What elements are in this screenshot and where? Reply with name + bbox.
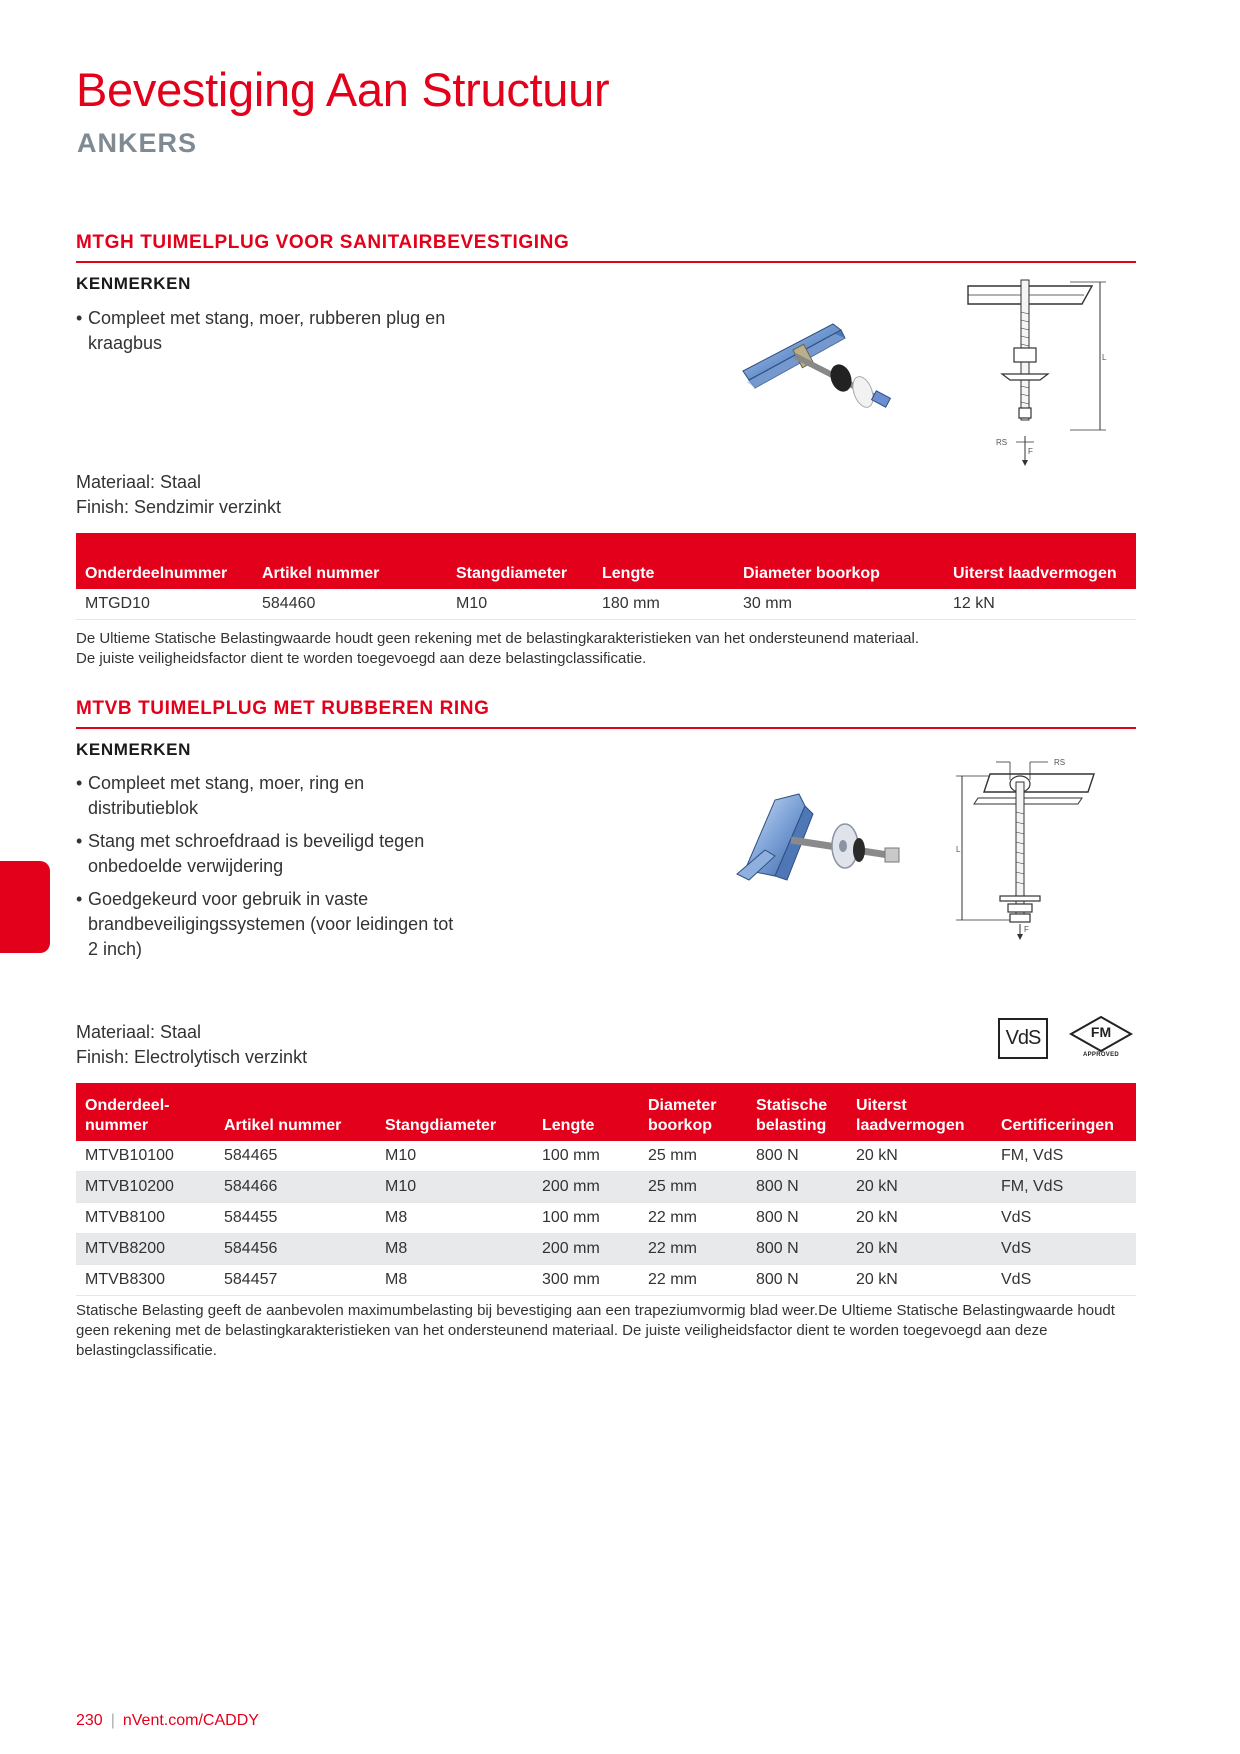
section2-title: MTVB TUIMELPLUG MET RUBBEREN RING <box>76 698 490 719</box>
footer <box>76 1712 259 1730</box>
table-row <box>76 1203 1136 1234</box>
feature-item: • Compleet met stang, moer, ring en distributieblok <box>76 771 456 821</box>
feature-item: • Goedgekeurd voor gebruik in vaste brandbeveiligingssystemen (voor leidingen tot 2 inch) <box>76 887 456 962</box>
table-cell: MTVB8100 <box>76 1203 215 1234</box>
table-header: Diameter boorkop <box>734 533 944 589</box>
section1-note <box>76 629 1136 669</box>
table-cell: 800 N <box>747 1141 847 1172</box>
table-row <box>76 589 1136 620</box>
section1-feature-list <box>76 306 446 364</box>
table-cell: MTVB10200 <box>76 1172 215 1203</box>
table-cell: MTGD10 <box>76 589 253 620</box>
page-number: 230 <box>76 1712 103 1729</box>
table-cell: FM, VdS <box>992 1172 1136 1203</box>
table-header: Certificeringen <box>992 1083 1136 1141</box>
section1-rule <box>76 261 1136 263</box>
table-cell: 584456 <box>215 1234 376 1265</box>
table-cell: M10 <box>376 1172 533 1203</box>
section1-spec-table <box>76 533 1136 620</box>
table-cell: M8 <box>376 1265 533 1296</box>
table-cell: 800 N <box>747 1172 847 1203</box>
table-cell: 22 mm <box>639 1203 747 1234</box>
table-cell: 20 kN <box>847 1203 992 1234</box>
mtgh-technical-diagram <box>960 278 1120 478</box>
footer-site-link[interactable]: nVent.com/CADDY <box>122 1712 259 1729</box>
table-row <box>76 1234 1136 1265</box>
section1-note-line2: De juiste veiligheidsfactor dient te worden toegevoegd aan deze belastingclassificatie. <box>76 650 647 667</box>
table-cell: 200 mm <box>533 1172 639 1203</box>
table-cell: M8 <box>376 1234 533 1265</box>
table-cell: 584466 <box>215 1172 376 1203</box>
fm-logo-subtext: APPROVED <box>1082 1052 1120 1058</box>
fm-logo-text: FM <box>1090 1024 1112 1040</box>
table-cell: VdS <box>992 1234 1136 1265</box>
diagram-length-label: L <box>956 845 961 854</box>
table-cell: MTVB8300 <box>76 1265 215 1296</box>
page-subtitle: ANKERS <box>77 128 198 158</box>
table-cell: 584455 <box>215 1203 376 1234</box>
table-header: Artikel nummer <box>253 533 447 589</box>
table-cell: MTVB10100 <box>76 1141 215 1172</box>
diagram-rs-label: RS <box>996 438 1008 447</box>
table-row <box>76 1141 1136 1172</box>
table-cell: 20 kN <box>847 1141 992 1172</box>
table-header: Diameter boorkop <box>639 1083 747 1141</box>
table-header: Stangdiameter <box>376 1083 533 1141</box>
table-cell: 180 mm <box>593 589 734 620</box>
feature-item: • Stang met schroefdraad is beveiligd tegen onbedoelde verwijdering <box>76 829 456 879</box>
table-cell: 20 kN <box>847 1234 992 1265</box>
table-cell: 800 N <box>747 1203 847 1234</box>
table-row <box>76 1172 1136 1203</box>
table-header: Lengte <box>533 1083 639 1141</box>
mtgh-product-image <box>735 316 910 426</box>
footer-separator: | <box>110 1712 115 1729</box>
diagram-force-label: F <box>1024 925 1029 934</box>
section1-features-heading: KENMERKEN <box>76 274 191 293</box>
table-cell: 300 mm <box>533 1265 639 1296</box>
section2-rule <box>76 727 1136 729</box>
table-cell: 20 kN <box>847 1265 992 1296</box>
table-cell: MTVB8200 <box>76 1234 215 1265</box>
table-cell: 12 kN <box>944 589 1136 620</box>
section2-material: Materiaal: Staal <box>76 1022 202 1042</box>
section2-features-heading: KENMERKEN <box>76 740 191 759</box>
table-cell: 584460 <box>253 589 447 620</box>
table-cell: M10 <box>447 589 593 620</box>
table-cell: 584465 <box>215 1141 376 1172</box>
diagram-force-label: F <box>1028 447 1033 456</box>
table-header: Onderdeel- nummer <box>76 1083 215 1141</box>
page-title: Bevestiging Aan Structuur <box>76 63 610 116</box>
diagram-length-label: L <box>1102 353 1107 362</box>
table-cell: M10 <box>376 1141 533 1172</box>
vds-logo: VdS <box>998 1018 1048 1059</box>
section2-note: Statische Belasting geeft de aanbevolen maximumbelasting bij bevestiging aan een trapeziumvormig blad weer.De Ultieme Statische Belastingwaarde houdt geen rekening met de belastingkarakteristieken van het ondersteunend materiaal. De juiste veiligheidsfactor dient te worden toegevoegd aan deze belastingclassificatie. <box>76 1302 1115 1359</box>
section1-finish: Finish: Sendzimir verzinkt <box>76 497 282 517</box>
table-cell: 584457 <box>215 1265 376 1296</box>
table-cell: 25 mm <box>639 1172 747 1203</box>
mtvb-product-image <box>735 790 910 890</box>
table-cell: VdS <box>992 1203 1136 1234</box>
table-cell: 100 mm <box>533 1203 639 1234</box>
table-cell: 22 mm <box>639 1265 747 1296</box>
table-cell: FM, VdS <box>992 1141 1136 1172</box>
table-cell: 100 mm <box>533 1141 639 1172</box>
fm-approved-logo <box>1068 1014 1134 1060</box>
section2-spec-table <box>76 1083 1136 1296</box>
side-tab-marker <box>0 861 50 953</box>
section2-feature-list <box>76 771 456 970</box>
section1-title: MTGH TUIMELPLUG VOOR SANITAIRBEVESTIGING <box>76 232 570 253</box>
table-cell: 30 mm <box>734 589 944 620</box>
table-header: Statische belasting <box>747 1083 847 1141</box>
table-cell: 20 kN <box>847 1172 992 1203</box>
table-header: Uiterst laadvermogen <box>944 533 1136 589</box>
section2-finish: Finish: Electrolytisch verzinkt <box>76 1047 308 1067</box>
table-cell: 25 mm <box>639 1141 747 1172</box>
table-header: Artikel nummer <box>215 1083 376 1141</box>
section1-material: Materiaal: Staal <box>76 472 202 492</box>
table-cell: 800 N <box>747 1234 847 1265</box>
diagram-rs-label: RS <box>1054 758 1066 767</box>
table-cell: M8 <box>376 1203 533 1234</box>
mtvb-technical-diagram <box>950 752 1120 942</box>
feature-item: • Compleet met stang, moer, rubberen plug en kraagbus <box>76 306 446 356</box>
table-header: Stangdiameter <box>447 533 593 589</box>
table-header: Onderdeelnummer <box>76 533 253 589</box>
table-cell: 800 N <box>747 1265 847 1296</box>
table-header: Lengte <box>593 533 734 589</box>
table-cell: 22 mm <box>639 1234 747 1265</box>
table-cell: 200 mm <box>533 1234 639 1265</box>
table-header: Uiterst laadvermogen <box>847 1083 992 1141</box>
table-cell: VdS <box>992 1265 1136 1296</box>
table-row <box>76 1265 1136 1296</box>
section1-note-line1: De Ultieme Statische Belastingwaarde houdt geen rekening met de belastingkarakteristieken van het ondersteunend materiaal. <box>76 630 920 647</box>
